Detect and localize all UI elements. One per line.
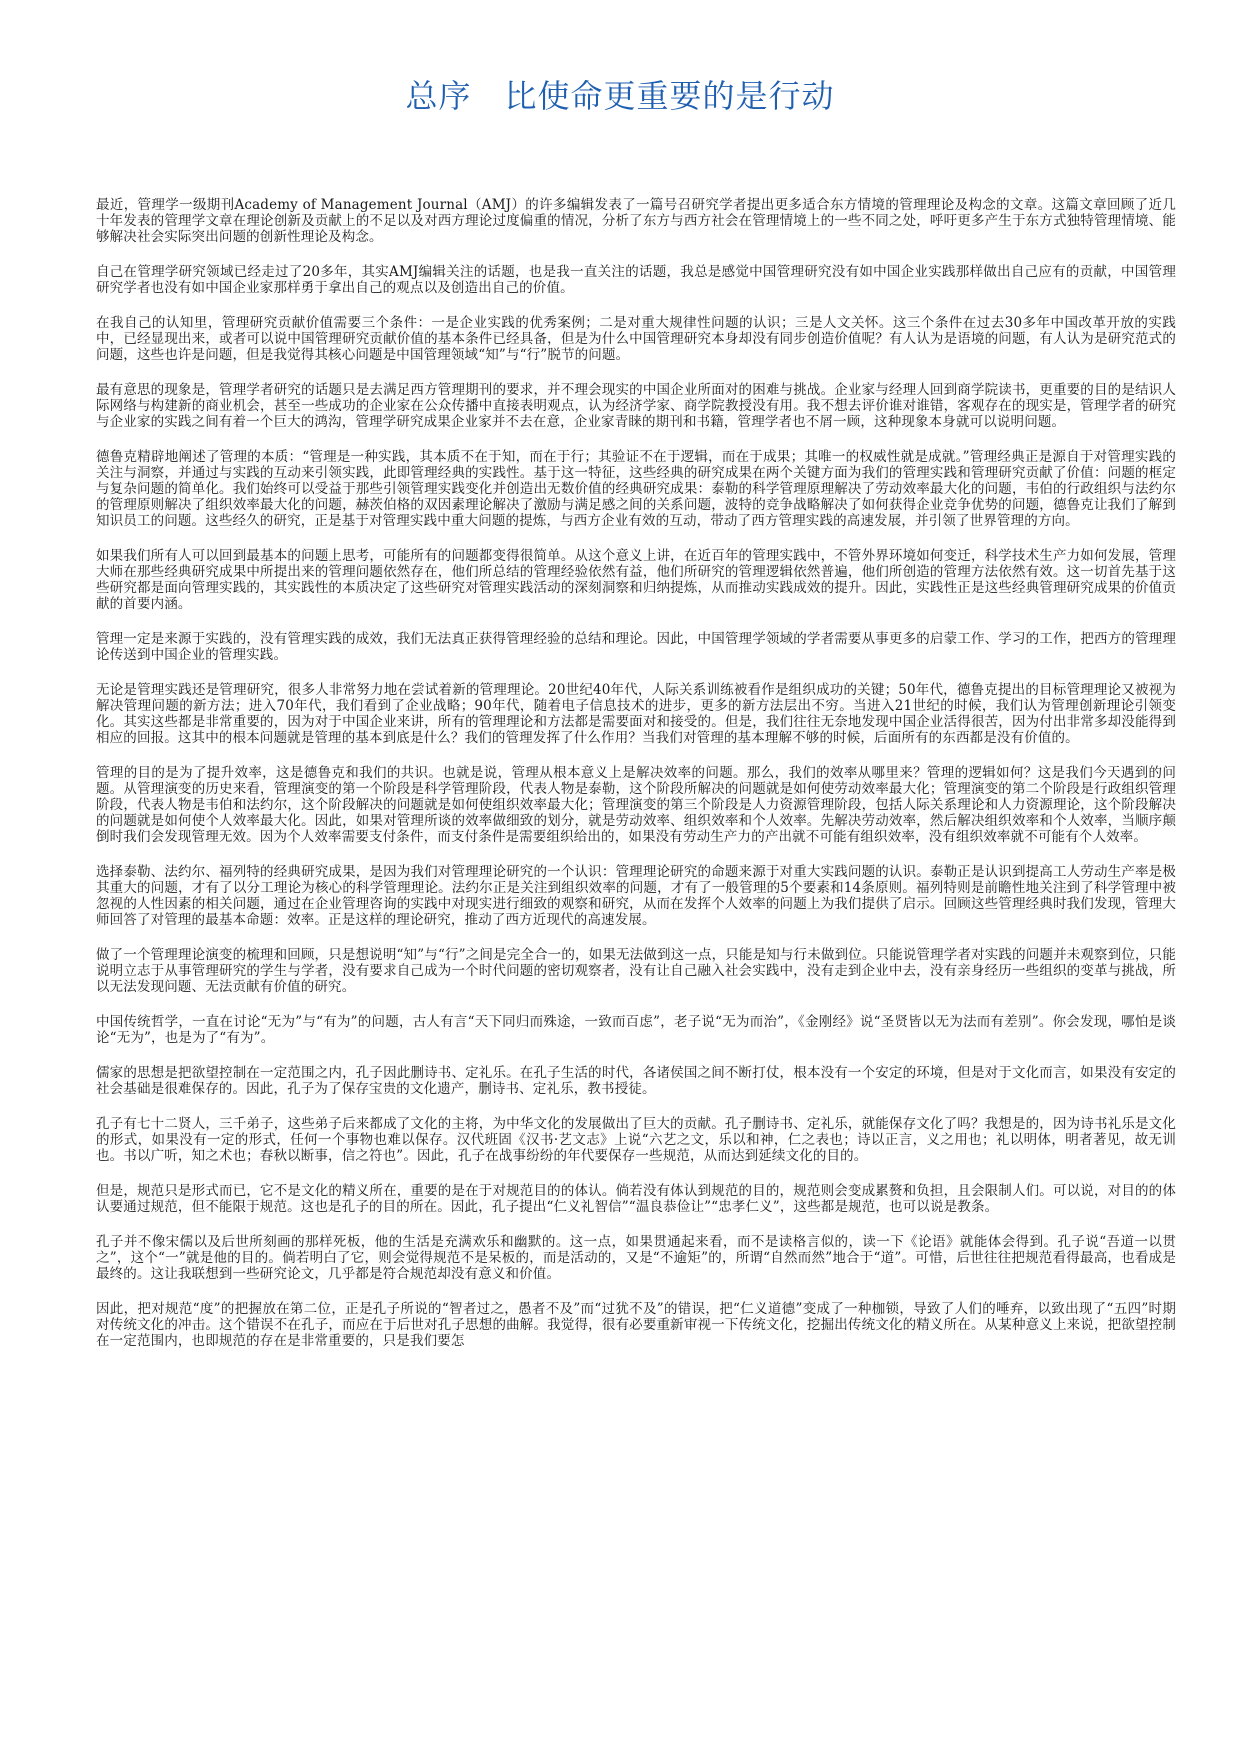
paragraph: 中国传统哲学，一直在讨论“无为”与“有为”的问题，古人有言“天下同归而殊途，一致而百虑”，老子说“无为而治”，《金刚经》说“圣贤皆以无为法而有差别”。你会发现，哪怕是谈论“无为”，也是为了“有为”。: [96, 1014, 1176, 1046]
paragraph: 管理一定是来源于实践的，没有管理实践的成效，我们无法真正获得管理经验的总结和理论。因此，中国管理学领域的学者需要从事更多的启蒙工作、学习的工作，把西方的管理理论传送到中国企业的管理实践。: [96, 631, 1176, 663]
paragraph: 最有意思的现象是，管理学者研究的话题只是去满足西方管理期刊的要求，并不理会现实的中国企业所面对的困难与挑战。企业家与经理人回到商学院读书，更重要的目的是结识人际网络与构建新的商业机会，甚至一些成功的企业家在公众传播中直接表明观点，认为经济学家、商学院教授没有用。我不想去评价谁对谁错，客观存在的现实是，管理学者的研究与企业家的实践之间有着一个巨大的鸿沟，管理学研究成果企业家并不去在意，企业家青睐的期刊和书籍，管理学者也不屑一顾，这种现象本身就可以说明问题。: [96, 382, 1176, 430]
paragraph: 自己在管理学研究领域已经走过了20多年，其实AMJ编辑关注的话题，也是我一直关注的话题，我总是感觉中国管理研究没有如中国企业实践那样做出自己应有的贡献，中国管理研究学者也没有如中国企业家那样勇于拿出自己的观点以及创造出自己的价值。: [96, 264, 1176, 296]
paragraph: 孔子有七十二贤人，三千弟子，这些弟子后来都成了文化的主将，为中华文化的发展做出了巨大的贡献。孔子删诗书、定礼乐，就能保存文化了吗？我想是的，因为诗书礼乐是文化的形式，如果没有一定的形式，任何一个事物也难以保存。汉代班固《汉书·艺文志》上说“六艺之文，乐以和神，仁之表也；诗以正言，义之用也；礼以明体，明者著见，故无训也。书以广听，知之术也；春秋以断事，信之符也”。因此，孔子在战事纷纷的年代要保存一些规范，从而达到延续文化的目的。: [96, 1116, 1176, 1164]
paragraph: 在我自己的认知里，管理研究贡献价值需要三个条件：一是企业实践的优秀案例；二是对重大规律性问题的认识；三是人文关怀。这三个条件在过去30多年中国改革开放的实践中，已经显现出来，或者可以说中国管理研究贡献价值的基本条件已经具备，但是为什么中国管理研究本身却没有同步创造价值呢？有人认为是语境的问题，有人认为是研究范式的问题，这些也许是问题，但是我觉得其核心问题是中国管理领域“知”与“行”脱节的问题。: [96, 315, 1176, 363]
paragraph: 管理的目的是为了提升效率，这是德鲁克和我们的共识。也就是说，管理从根本意义上是解决效率的问题。那么，我们的效率从哪里来？管理的逻辑如何？这是我们今天遇到的问题。从管理演变的历史来看，管理演变的第一个阶段是科学管理阶段，代表人物是泰勒，这个阶段所解决的问题就是如何使劳动效率最大化；管理演变的第二个阶段是行政组织管理阶段，代表人物是韦伯和法约尔，这个阶段解决的问题就是如何使组织效率最大化；管理演变的第三个阶段是人力资源管理阶段，包括人际关系理论和人力资源理论，这个阶段解决的问题就是如何使个人效率最大化。因此，如果对管理所谈的效率做细致的划分，就是劳动效率、组织效率和个人效率。先解决劳动效率，然后解决组织效率和个人效率，当顺序颠倒时我们会发现管理无效。因为个人效率需要支付条件，而支付条件是需要组织给出的，如果没有劳动生产力的产出就不可能有组织效率，没有组织效率就不可能有个人效率。: [96, 765, 1176, 845]
paragraph: 因此，把对规范“度”的把握放在第二位，正是孔子所说的“智者过之，愚者不及”而“过犹不及”的错误，把“仁义道德”变成了一种枷锁，导致了人们的唾弃，以致出现了“五四”时期对传统文化的冲击。这个错误不在孔子，而应在于后世对孔子思想的曲解。我觉得，很有必要重新审视一下传统文化，挖掘出传统文化的精义所在。从某种意义上来说，把欲望控制在一定范围内，也即规范的存在是非常重要的，只是我们要怎: [96, 1301, 1176, 1349]
paragraph: 儒家的思想是把欲望控制在一定范围之内，孔子因此删诗书、定礼乐。在孔子生活的时代，各诸侯国之间不断打仗，根本没有一个安定的环境，但是对于文化而言，如果没有安定的社会基础是很难保存的。因此，孔子为了保存宝贵的文化遗产，删诗书、定礼乐，教书授徒。: [96, 1065, 1176, 1097]
paragraph: 选择泰勒、法约尔、福列特的经典研究成果，是因为我们对管理理论研究的一个认识：管理理论研究的命题来源于对重大实践问题的认识。泰勒正是认识到提高工人劳动生产率是极其重大的问题，才有了以分工理论为核心的科学管理理论。法约尔正是关注到组织效率的问题，才有了一般管理的5个要素和14条原则。福列特则是前瞻性地关注到了科学管理中被忽视的人性因素的相关问题，通过在企业管理咨询的实践中对现实进行细致的观察和研究，从而在发挥个人效率的问题上为我们提供了启示。回顾这些管理经典时我们发现，管理大师回答了对管理的最基本命题：效率。正是这样的理论研究，推动了西方近现代的高速发展。: [96, 864, 1176, 928]
paragraph: 最近，管理学一级期刊Academy of Management Journal（AMJ）的许多编辑发表了一篇号召研究学者提出更多适合东方情境的管理理论及构念的文章。这篇文章回顾了近几十年发表的管理学文章在理论创新及贡献上的不足以及对西方理论过度偏重的情况，分析了东方与西方社会在管理情境上的一些不同之处，呼吁更多产生于东方式独特管理情境、能够解决社会实际突出问题的创新性理论及构念。: [96, 197, 1176, 245]
paragraph: 但是，规范只是形式而已，它不是文化的精义所在，重要的是在于对规范目的的体认。倘若没有体认到规范的目的，规范则会变成累赘和负担，且会限制人们。可以说，对目的的体认要通过规范，但不能限于规范。这也是孔子的目的所在。因此，孔子提出“仁义礼智信”“温良恭俭让”“忠孝仁义”，这些都是规范，也可以说是教条。: [96, 1183, 1176, 1215]
paragraph: 如果我们所有人可以回到最基本的问题上思考，可能所有的问题都变得很简单。从这个意义上讲，在近百年的管理实践中，不管外界环境如何变迁，科学技术生产力如何发展，管理大师在那些经典研究成果中所提出来的管理问题依然存在，他们所总结的管理经验依然有益，他们所研究的管理逻辑依然普遍，他们所创造的管理方法依然有效。这一切首先基于这些研究都是面向管理实践的，其实践性的本质决定了这些研究对管理实践活动的深刻洞察和归纳提炼，从而推动实践成效的提升。因此，实践性正是这些经典管理研究成果的价值贡献的首要内涵。: [96, 548, 1176, 612]
paragraph: 孔子并不像宋儒以及后世所刻画的那样死板，他的生活是充满欢乐和幽默的。这一点，如果贯通起来看，而不是读格言似的，读一下《论语》就能体会得到。孔子说“吾道一以贯之”，这个“一”就是他的目的。倘若明白了它，则会觉得规范不是呆板的，而是活动的，又是“不逾矩”的，所谓“自然而然”地合于“道”。可惜，后世往往把规范看得最高，也看成是最终的。这让我联想到一些研究论文，几乎都是符合规范却没有意义和价值。: [96, 1234, 1176, 1282]
paragraph: 无论是管理实践还是管理研究，很多人非常努力地在尝试着新的管理理论。20世纪40年代，人际关系训练被看作是组织成功的关键；50年代，德鲁克提出的目标管理理论又被视为解决管理问题的新方法；进入70年代，我们看到了企业战略；90年代，随着电子信息技术的进步，更多的新方法层出不穷。当进入21世纪的时候，我们认为管理创新理论引领变化。其实这些都是非常重要的，因为对于中国企业来讲，所有的管理理论和方法都是需要面对和接受的。但是，我们往往无奈地发现中国企业活得很苦，因为付出非常多却没能得到相应的回报。这其中的根本问题就是管理的基本到底是什么？我们的管理发挥了什么作用？当我们对管理的基本理解不够的时候，后面所有的东西都是没有价值的。: [96, 682, 1176, 746]
paragraph: 德鲁克精辟地阐述了管理的本质：“管理是一种实践，其本质不在于知，而在于行；其验证不在于逻辑，而在于成果；其唯一的权威性就是成就。”管理经典正是源自于对管理实践的关注与洞察，并通过与实践的互动来引领实践，此即管理经典的实践性。基于这一特征，这些经典的研究成果在两个关键方面为我们的管理实践和管理研究贡献了价值：问题的框定与复杂问题的简单化。我们始终可以受益于那些引领管理实践变化并创造出无数价值的经典研究成果：泰勒的科学管理原理解决了劳动效率最大化的问题，韦伯的行政组织与法约尔的管理原则解决了组织效率最大化的问题，赫茨伯格的双因素理论解决了激励与满足感之间的关系问题，波特的竞争战略解决了如何获得企业竞争优势的问题，德鲁克让我们了解到知识员工的问题。这些经久的研究，正是基于对管理实践中重大问题的提炼，与西方企业有效的互动，带动了西方管理实践的高速发展，并引领了世界管理的方向。: [96, 449, 1176, 529]
document-body: [96, 197, 1176, 1368]
paragraph: 做了一个管理理论演变的梳理和回顾，只是想说明“知”与“行”之间是完全合一的，如果无法做到这一点，只能是知与行未做到位。只能说管理学者对实践的问题并未观察到位，只能说明立志于从事管理研究的学生与学者，没有要求自己成为一个时代问题的密切观察者，没有让自己融入社会实践中，没有走到企业中去，没有亲身经历一些组织的变革与挑战，所以无法发现问题、无法贡献有价值的研究。: [96, 947, 1176, 995]
page-title: 总序 比使命更重要的是行动: [405, 77, 835, 115]
